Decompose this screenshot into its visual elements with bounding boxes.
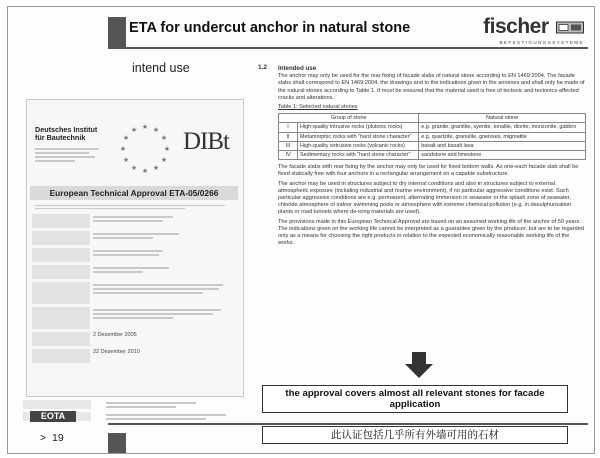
approval-text xyxy=(278,65,586,249)
footer-rule xyxy=(108,423,588,425)
svg-text:★: ★ xyxy=(141,167,149,175)
dibt-logo: DIBt xyxy=(183,128,229,155)
page-number: 19 xyxy=(51,432,64,444)
paragraph-1: The anchor may only be used for the rear fixing of facade slabs of natural stone according to EN 1469:2004. The facade slabs shall correspond to EN 1469:2004, the drawings and to the indications given in the annexes and shall only be made of the natural stones according to Table 1. It must be ensured that the material used is free of tectonic and tectonics-affected cracks and alterations. xyxy=(278,73,585,101)
slide-header xyxy=(8,7,594,47)
eu-stars-icon xyxy=(116,120,174,178)
svg-text:★: ★ xyxy=(160,156,168,164)
section-label: intend use xyxy=(132,61,190,75)
institute-name: Deutsches Institut für Bautechnik xyxy=(35,125,98,143)
summary-callout: the approval covers almost all relevant stones for facade application xyxy=(262,385,568,413)
approval-title: European Technical Approval ETA-05/0266 xyxy=(30,186,238,200)
fischer-box-icon xyxy=(556,21,584,34)
paragraph-3: The anchor may be used in structures subject to dry internal conditions and also in structures subject to external atmospheric exposure (including industrial and marine environment), if no particular aggressive conditions exist. Such particular aggressive conditions are e.g. permanent, alternating immersion in seawater or the splash zone of seawater, chloride atmosphere of indoor swimming pools or atmosphere with extreme chemical pollution (e.g. in desulphurization plants or road tunnels where de-icing materials are used). xyxy=(278,180,572,216)
title-accent-bar xyxy=(108,17,126,47)
col-stone-header: Natural stone xyxy=(419,114,586,123)
table-row: IV Sedimentary rocks with "hard stone character" sandstone and limestone xyxy=(279,151,586,160)
svg-text:★: ★ xyxy=(130,126,138,134)
page-arrow: > xyxy=(40,432,47,444)
svg-text:★: ★ xyxy=(122,134,130,142)
down-arrow-icon xyxy=(404,352,434,378)
svg-text:★: ★ xyxy=(163,145,171,153)
summary-callout-chinese: 此认证包括几乎所有外墙可用的石材 xyxy=(262,426,568,444)
plant-value xyxy=(106,412,234,422)
brand-tagline: BEFESTIGUNGSSYSTEME xyxy=(499,40,584,45)
fischer-logo xyxy=(466,15,584,45)
table-row: II Metamorphic rocks with "hard stone character" e.g. quartzite, granulite, gneisses, migmatite xyxy=(279,132,586,141)
manufacturer-label xyxy=(23,400,91,409)
institute-address-lines xyxy=(35,146,105,164)
table-row: III High-quality extrusive rocks (volcanic rocks) basalt and basalt lava xyxy=(279,141,586,150)
table-row: I High-quality intrusive rocks (plutonic rocks) e.g. granite, granitite, syenite, tonalite, diorite, monzonite, gabbro xyxy=(279,123,586,132)
validity-to: 22 Dezember 2010 xyxy=(93,349,140,355)
svg-text:★: ★ xyxy=(122,156,130,164)
page-indicator xyxy=(40,432,64,444)
paragraph-2: The facade slabs with rear fixing by the anchor may only be used for fixed bottom walls. As one-each facade slab shall be fixed statically free with four anchors in a rectangular arrangement on a capable substructure. xyxy=(278,164,579,178)
approval-certificate-image xyxy=(26,99,244,397)
table-header-row xyxy=(279,114,586,123)
slide-title: ETA for undercut anchor in natural stone xyxy=(129,20,411,36)
svg-text:★: ★ xyxy=(130,164,138,172)
validity-from: 2 Dezember 2005 xyxy=(93,332,137,338)
svg-text:★: ★ xyxy=(160,134,168,142)
svg-text:★: ★ xyxy=(119,145,127,153)
eota-logo: EOTA xyxy=(30,411,76,422)
approval-subtitle-lines xyxy=(35,203,235,211)
natural-stones-table xyxy=(278,113,586,160)
approval-details-table xyxy=(32,214,238,366)
footer-accent-bar xyxy=(108,433,126,453)
title-rule xyxy=(108,47,588,49)
table-caption: Table 1: Selected natural stones xyxy=(278,104,358,111)
svg-text:★: ★ xyxy=(141,123,149,131)
brand-name: fischer xyxy=(483,15,549,38)
col-group-header: Group of stone xyxy=(279,114,419,123)
manufacturer-value xyxy=(106,400,234,410)
intended-use-heading: Intended use xyxy=(278,65,317,72)
svg-text:★: ★ xyxy=(152,164,160,172)
svg-text:★: ★ xyxy=(152,126,160,134)
slide xyxy=(7,6,595,454)
section-number: 1.2 xyxy=(258,64,268,71)
paragraph-4: The provisions made in this European Technical Approval are based on an assumed working life of the anchor of 50 years. The indications given on the working life cannot be interpreted as a guarantee given by the producer, but are to be regarded only as a means for choosing the right products in relation to the expected economically reasonable working life of the works. xyxy=(278,218,584,247)
